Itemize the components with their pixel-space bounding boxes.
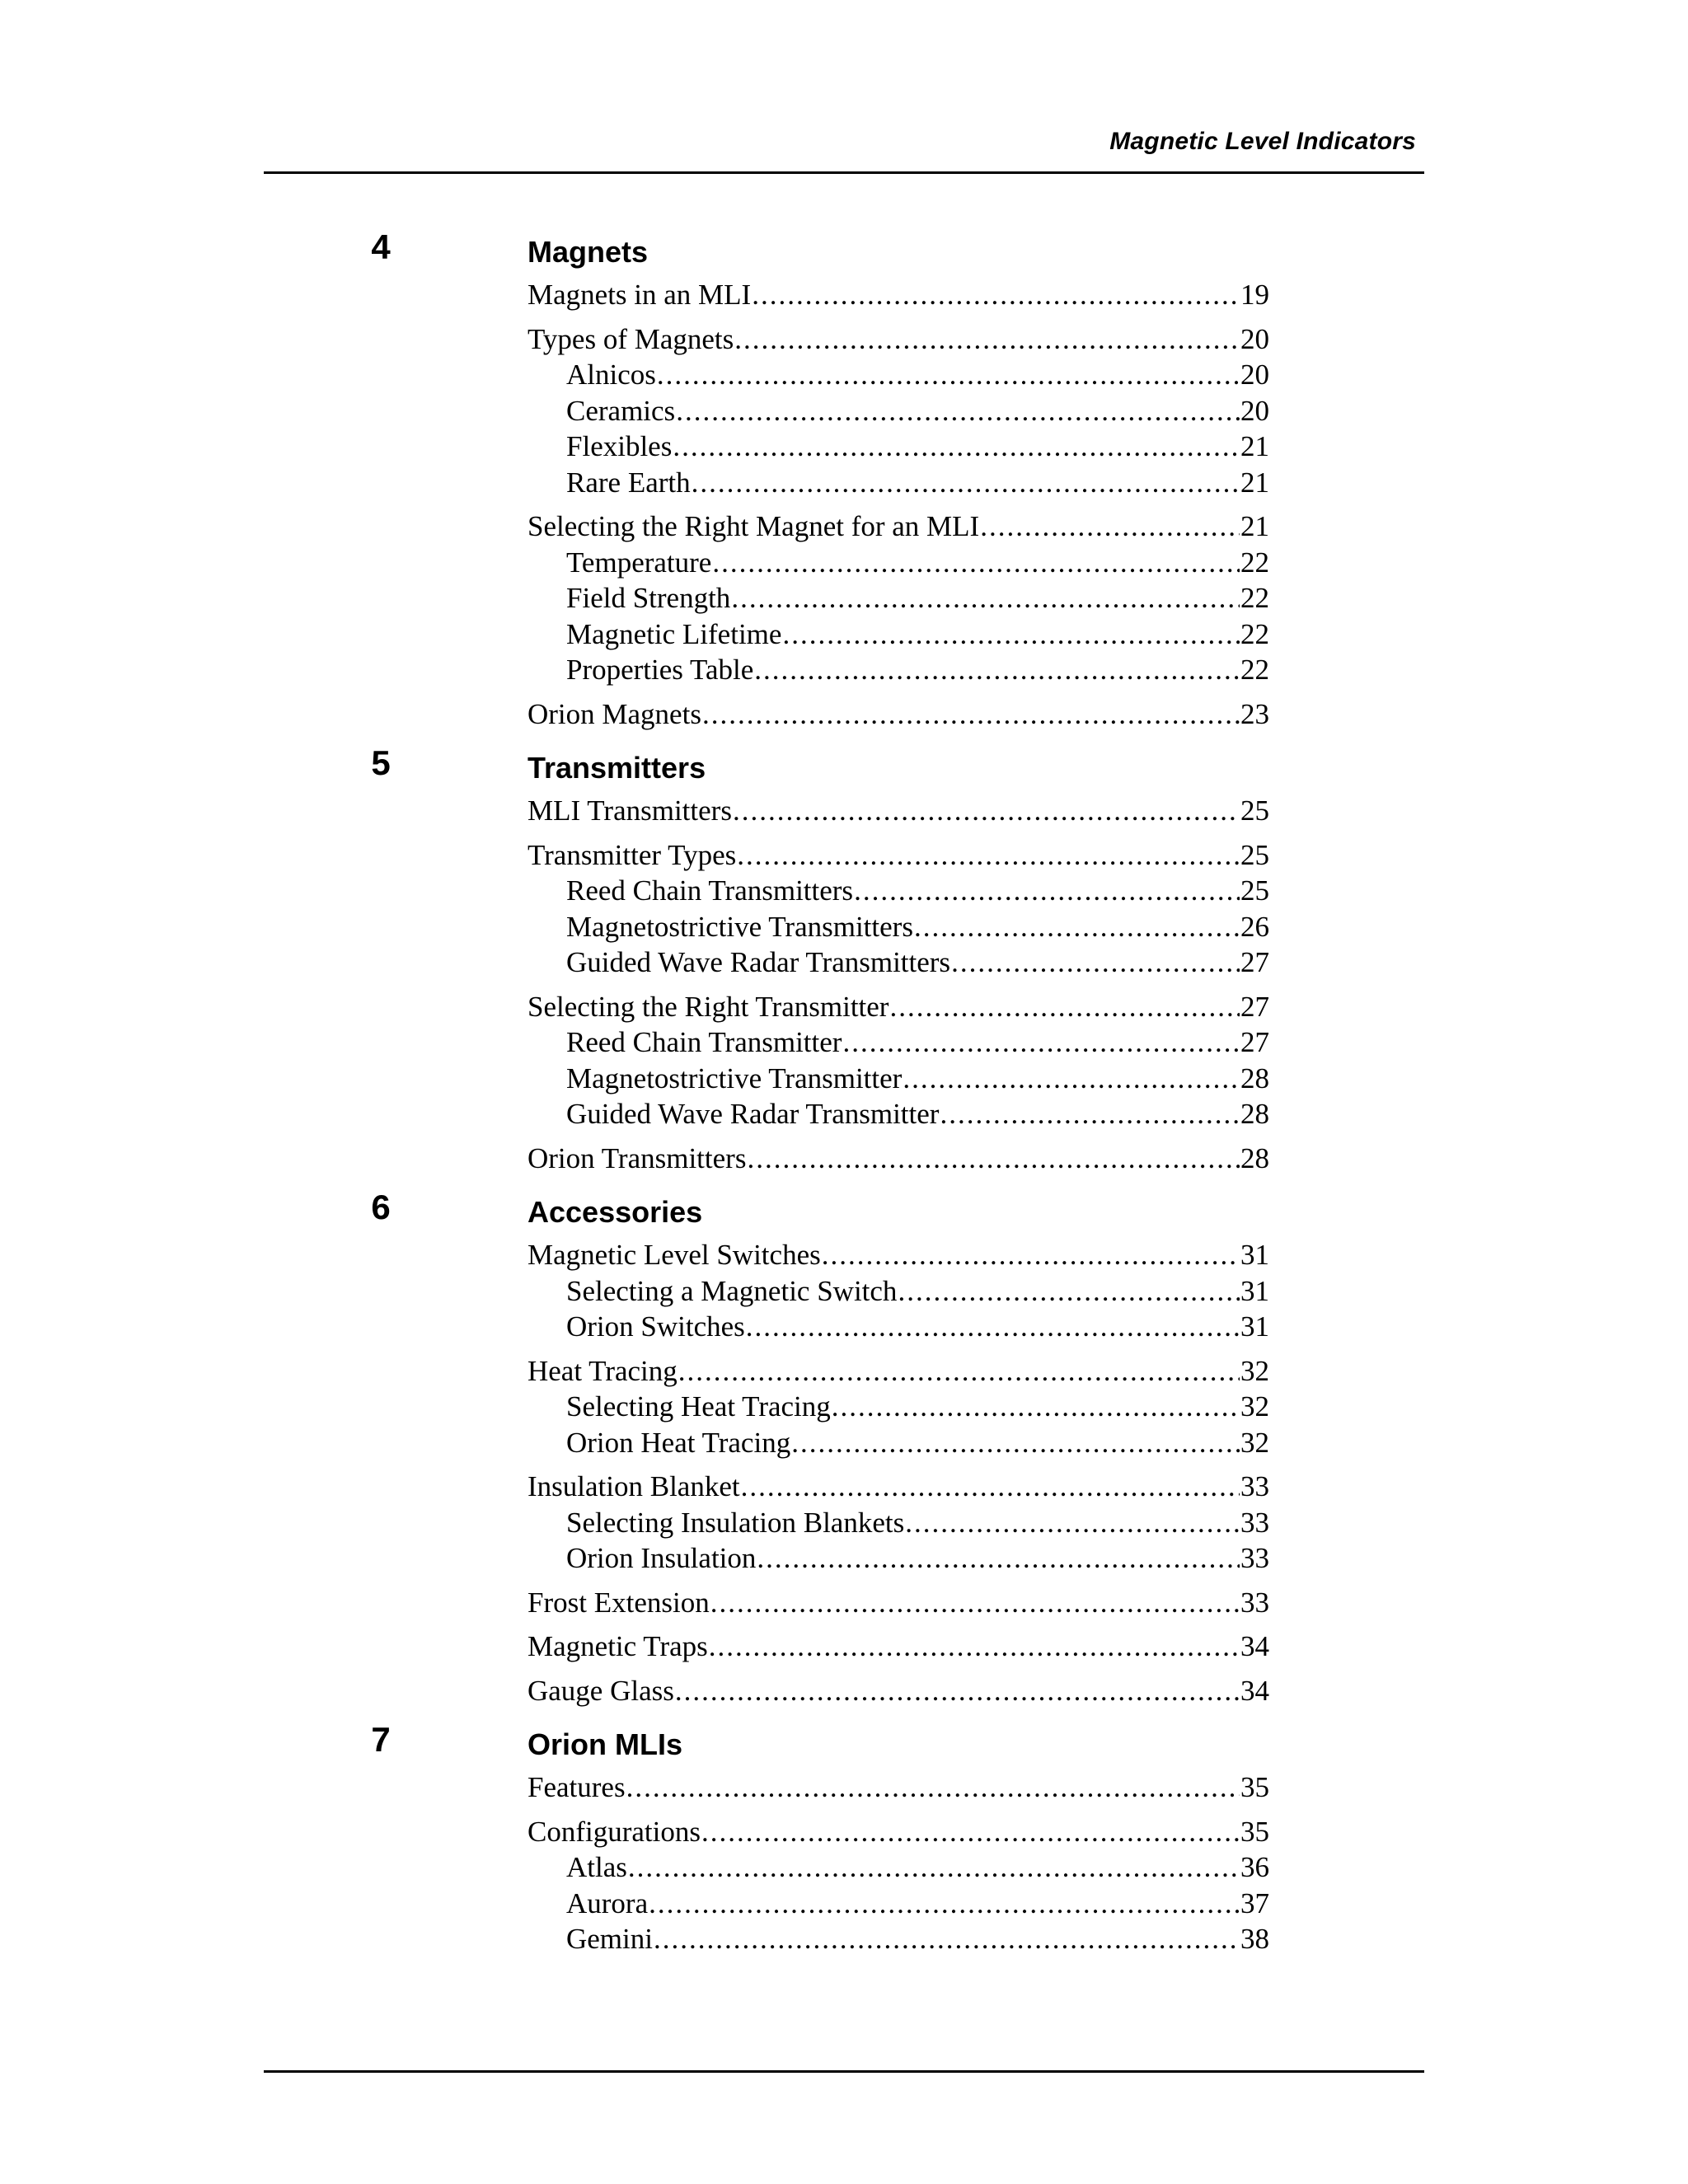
page-number: 35 xyxy=(1240,1815,1269,1848)
toc-group xyxy=(462,1469,1269,1577)
dot-leader xyxy=(712,545,1240,581)
toc-subentry[interactable] xyxy=(462,1505,1269,1541)
page-number: 32 xyxy=(1240,1390,1269,1422)
page-number: 27 xyxy=(1240,990,1269,1023)
page-number: 37 xyxy=(1240,1886,1269,1919)
entry-title: Features xyxy=(528,1771,626,1803)
section-title: Magnets xyxy=(528,235,649,269)
page-number: 20 xyxy=(1240,359,1269,391)
dot-leader xyxy=(791,1425,1240,1461)
toc-subentry[interactable] xyxy=(462,393,1269,429)
table-of-contents xyxy=(371,224,1269,1966)
toc-group xyxy=(462,793,1269,829)
toc-entry[interactable] xyxy=(462,1629,1269,1665)
toc-subentry[interactable] xyxy=(462,465,1269,501)
entry-title: Insulation Blanket xyxy=(528,1470,740,1502)
dot-leader xyxy=(701,1814,1240,1850)
toc-group xyxy=(462,989,1269,1132)
toc-group xyxy=(462,1673,1269,1709)
page-number: 28 xyxy=(1240,1141,1269,1174)
section-number: 4 xyxy=(371,227,391,266)
toc-group xyxy=(462,277,1269,313)
toc-group xyxy=(462,1141,1269,1177)
entry-title: Gemini xyxy=(566,1923,653,1955)
entry-title: Guided Wave Radar Transmitters xyxy=(566,946,951,978)
dot-leader xyxy=(905,1505,1240,1541)
section-heading xyxy=(371,1184,1269,1237)
entry-title: Selecting Heat Tracing xyxy=(566,1390,831,1422)
toc-subentry[interactable] xyxy=(462,429,1269,465)
dot-leader xyxy=(649,1886,1240,1922)
entry-title: Orion Switches xyxy=(566,1310,745,1343)
page-number: 21 xyxy=(1240,430,1269,462)
toc-subentry[interactable] xyxy=(462,1921,1269,1957)
dot-leader xyxy=(832,1389,1240,1425)
entry-title: Alnicos xyxy=(566,359,656,391)
toc-group xyxy=(462,696,1269,733)
dot-leader xyxy=(951,944,1240,981)
running-head: Magnetic Level Indicators xyxy=(1109,128,1416,155)
dot-leader xyxy=(676,393,1240,429)
toc-group xyxy=(462,837,1269,981)
entry-title: Selecting Insulation Blankets xyxy=(566,1506,905,1539)
toc-subentry[interactable] xyxy=(462,873,1269,909)
toc-subentry[interactable] xyxy=(462,1309,1269,1345)
toc-section xyxy=(371,740,1269,1176)
toc-entry[interactable] xyxy=(462,793,1269,829)
toc-subentry[interactable] xyxy=(462,1061,1269,1097)
section-number: 5 xyxy=(371,743,391,782)
dot-leader xyxy=(914,909,1240,945)
entry-title: Types of Magnets xyxy=(528,322,734,355)
page-number: 25 xyxy=(1240,794,1269,827)
toc-entry[interactable] xyxy=(462,1585,1269,1621)
footer-rule xyxy=(264,2070,1424,2073)
toc-subentry[interactable] xyxy=(462,944,1269,981)
dot-leader xyxy=(889,989,1240,1025)
dot-leader xyxy=(678,1353,1240,1390)
entry-title: Frost Extension xyxy=(528,1586,710,1619)
toc-section xyxy=(371,1184,1269,1708)
toc-subentry[interactable] xyxy=(462,1886,1269,1922)
dot-leader xyxy=(903,1061,1240,1097)
dot-leader xyxy=(710,1585,1240,1621)
page-number: 36 xyxy=(1240,1851,1269,1883)
page-number: 21 xyxy=(1240,466,1269,499)
toc-group xyxy=(462,1769,1269,1806)
entry-title: Magnetostrictive Transmitter xyxy=(566,1062,903,1094)
entry-title: Orion Transmitters xyxy=(528,1141,747,1174)
page-number: 25 xyxy=(1240,874,1269,907)
entry-title: Heat Tracing xyxy=(528,1354,678,1387)
page-number: 32 xyxy=(1240,1354,1269,1387)
section-heading xyxy=(371,224,1269,277)
page-number: 22 xyxy=(1240,546,1269,579)
dot-leader xyxy=(842,1024,1240,1061)
toc-entry[interactable] xyxy=(462,1237,1269,1273)
dot-leader xyxy=(628,1849,1240,1886)
dot-leader xyxy=(754,652,1240,688)
page-number: 22 xyxy=(1240,654,1269,686)
entry-title: Guided Wave Radar Transmitter xyxy=(566,1098,940,1130)
toc-subentry[interactable] xyxy=(462,357,1269,393)
entry-title: Atlas xyxy=(566,1851,627,1883)
toc-entry[interactable] xyxy=(462,1769,1269,1806)
entry-title: Magnets in an MLI xyxy=(528,279,752,311)
toc-entry[interactable] xyxy=(462,1814,1269,1850)
dot-leader xyxy=(709,1629,1240,1665)
dot-leader xyxy=(752,277,1240,313)
page-number: 22 xyxy=(1240,617,1269,650)
page-number: 34 xyxy=(1240,1674,1269,1707)
toc-subentry[interactable] xyxy=(462,1540,1269,1577)
entry-title: Orion Insulation xyxy=(566,1542,757,1574)
header-rule xyxy=(264,171,1424,174)
entry-title: Properties Table xyxy=(566,654,754,686)
dot-leader xyxy=(737,837,1240,874)
dot-leader xyxy=(734,321,1240,358)
toc-entry[interactable] xyxy=(462,1469,1269,1505)
dot-leader xyxy=(822,1237,1240,1273)
page-number: 28 xyxy=(1240,1098,1269,1130)
toc-group xyxy=(462,1629,1269,1665)
section-heading xyxy=(371,740,1269,793)
entry-title: Field Strength xyxy=(566,582,731,614)
section-heading xyxy=(371,1717,1269,1769)
page-number: 31 xyxy=(1240,1239,1269,1271)
toc-subentry[interactable] xyxy=(462,1273,1269,1310)
dot-leader xyxy=(940,1096,1240,1132)
entry-title: Reed Chain Transmitters xyxy=(566,874,854,907)
page-number: 38 xyxy=(1240,1923,1269,1955)
entry-title: MLI Transmitters xyxy=(528,794,732,827)
dot-leader xyxy=(782,616,1240,653)
page-number: 20 xyxy=(1240,394,1269,427)
toc-entry[interactable] xyxy=(462,1673,1269,1709)
toc-subentry[interactable] xyxy=(462,1096,1269,1132)
toc-group xyxy=(462,509,1269,688)
page-number: 23 xyxy=(1240,697,1269,730)
toc-subentry[interactable] xyxy=(462,1389,1269,1425)
toc-subentry[interactable] xyxy=(462,652,1269,688)
page-number: 33 xyxy=(1240,1470,1269,1502)
toc-group xyxy=(462,1353,1269,1461)
toc-subentry[interactable] xyxy=(462,580,1269,616)
dot-leader xyxy=(702,696,1240,733)
page-number: 35 xyxy=(1240,1771,1269,1803)
dot-leader xyxy=(741,1469,1240,1505)
toc-group xyxy=(462,1237,1269,1345)
entry-title: Magnetic Level Switches xyxy=(528,1239,821,1271)
page-number: 21 xyxy=(1240,510,1269,542)
toc-group xyxy=(462,1585,1269,1621)
page-number: 33 xyxy=(1240,1506,1269,1539)
page-number: 20 xyxy=(1240,322,1269,355)
page-number: 31 xyxy=(1240,1274,1269,1307)
dot-leader xyxy=(733,793,1240,829)
page-number: 28 xyxy=(1240,1062,1269,1094)
dot-leader xyxy=(657,357,1240,393)
entry-title: Transmitter Types xyxy=(528,838,737,871)
entry-title: Reed Chain Transmitter xyxy=(566,1026,842,1058)
toc-subentry[interactable] xyxy=(462,1024,1269,1061)
toc-entry[interactable] xyxy=(462,696,1269,733)
page-number: 26 xyxy=(1240,910,1269,943)
dot-leader xyxy=(980,509,1240,545)
toc-subentry[interactable] xyxy=(462,1425,1269,1461)
dot-leader xyxy=(673,429,1240,465)
page-number: 22 xyxy=(1240,582,1269,614)
entry-title: Flexibles xyxy=(566,430,673,462)
section-title: Accessories xyxy=(528,1195,703,1229)
section-title: Transmitters xyxy=(528,751,706,785)
dot-leader xyxy=(692,465,1240,501)
section-title: Orion MLIs xyxy=(528,1727,682,1761)
entry-title: Magnetic Lifetime xyxy=(566,617,782,650)
toc-entry[interactable] xyxy=(462,1141,1269,1177)
dot-leader xyxy=(675,1673,1240,1709)
toc-section xyxy=(371,1717,1269,1957)
toc-group xyxy=(462,321,1269,501)
entry-title: Magnetic Traps xyxy=(528,1630,708,1662)
page-number: 33 xyxy=(1240,1586,1269,1619)
entry-title: Configurations xyxy=(528,1815,701,1848)
entry-title: Orion Heat Tracing xyxy=(566,1426,791,1459)
entry-title: Ceramics xyxy=(566,394,676,427)
toc-subentry[interactable] xyxy=(462,1849,1269,1886)
page-number: 32 xyxy=(1240,1426,1269,1459)
page-number: 25 xyxy=(1240,838,1269,871)
toc-entry[interactable] xyxy=(462,837,1269,874)
entry-title: Gauge Glass xyxy=(528,1674,674,1707)
toc-entry[interactable] xyxy=(462,321,1269,358)
dot-leader xyxy=(757,1540,1240,1577)
dot-leader xyxy=(898,1273,1240,1310)
page-number: 33 xyxy=(1240,1542,1269,1574)
toc-entry[interactable] xyxy=(462,509,1269,545)
entry-title: Selecting a Magnetic Switch xyxy=(566,1274,898,1307)
entry-title: Magnetostrictive Transmitters xyxy=(566,910,913,943)
section-number: 7 xyxy=(371,1720,391,1759)
entry-title: Selecting the Right Transmitter xyxy=(528,990,889,1023)
entry-title: Temperature xyxy=(566,546,712,579)
dot-leader xyxy=(747,1141,1240,1177)
page-number: 31 xyxy=(1240,1310,1269,1343)
toc-section xyxy=(371,224,1269,732)
page-number: 27 xyxy=(1240,1026,1269,1058)
toc-group xyxy=(462,1814,1269,1957)
page-number: 34 xyxy=(1240,1630,1269,1662)
dot-leader xyxy=(654,1921,1240,1957)
entry-title: Orion Magnets xyxy=(528,697,701,730)
toc-subentry[interactable] xyxy=(462,909,1269,945)
toc-entry[interactable] xyxy=(462,989,1269,1025)
toc-subentry[interactable] xyxy=(462,616,1269,653)
entry-title: Selecting the Right Magnet for an MLI xyxy=(528,510,980,542)
toc-entry[interactable] xyxy=(462,1353,1269,1390)
toc-subentry[interactable] xyxy=(462,545,1269,581)
page-number: 19 xyxy=(1240,279,1269,311)
dot-leader xyxy=(731,580,1240,616)
page-number: 27 xyxy=(1240,946,1269,978)
toc-entry[interactable] xyxy=(462,277,1269,313)
dot-leader xyxy=(854,873,1240,909)
dot-leader xyxy=(746,1309,1240,1345)
entry-title: Aurora xyxy=(566,1886,649,1919)
entry-title: Rare Earth xyxy=(566,466,691,499)
section-number: 6 xyxy=(371,1188,391,1226)
dot-leader xyxy=(626,1769,1240,1806)
